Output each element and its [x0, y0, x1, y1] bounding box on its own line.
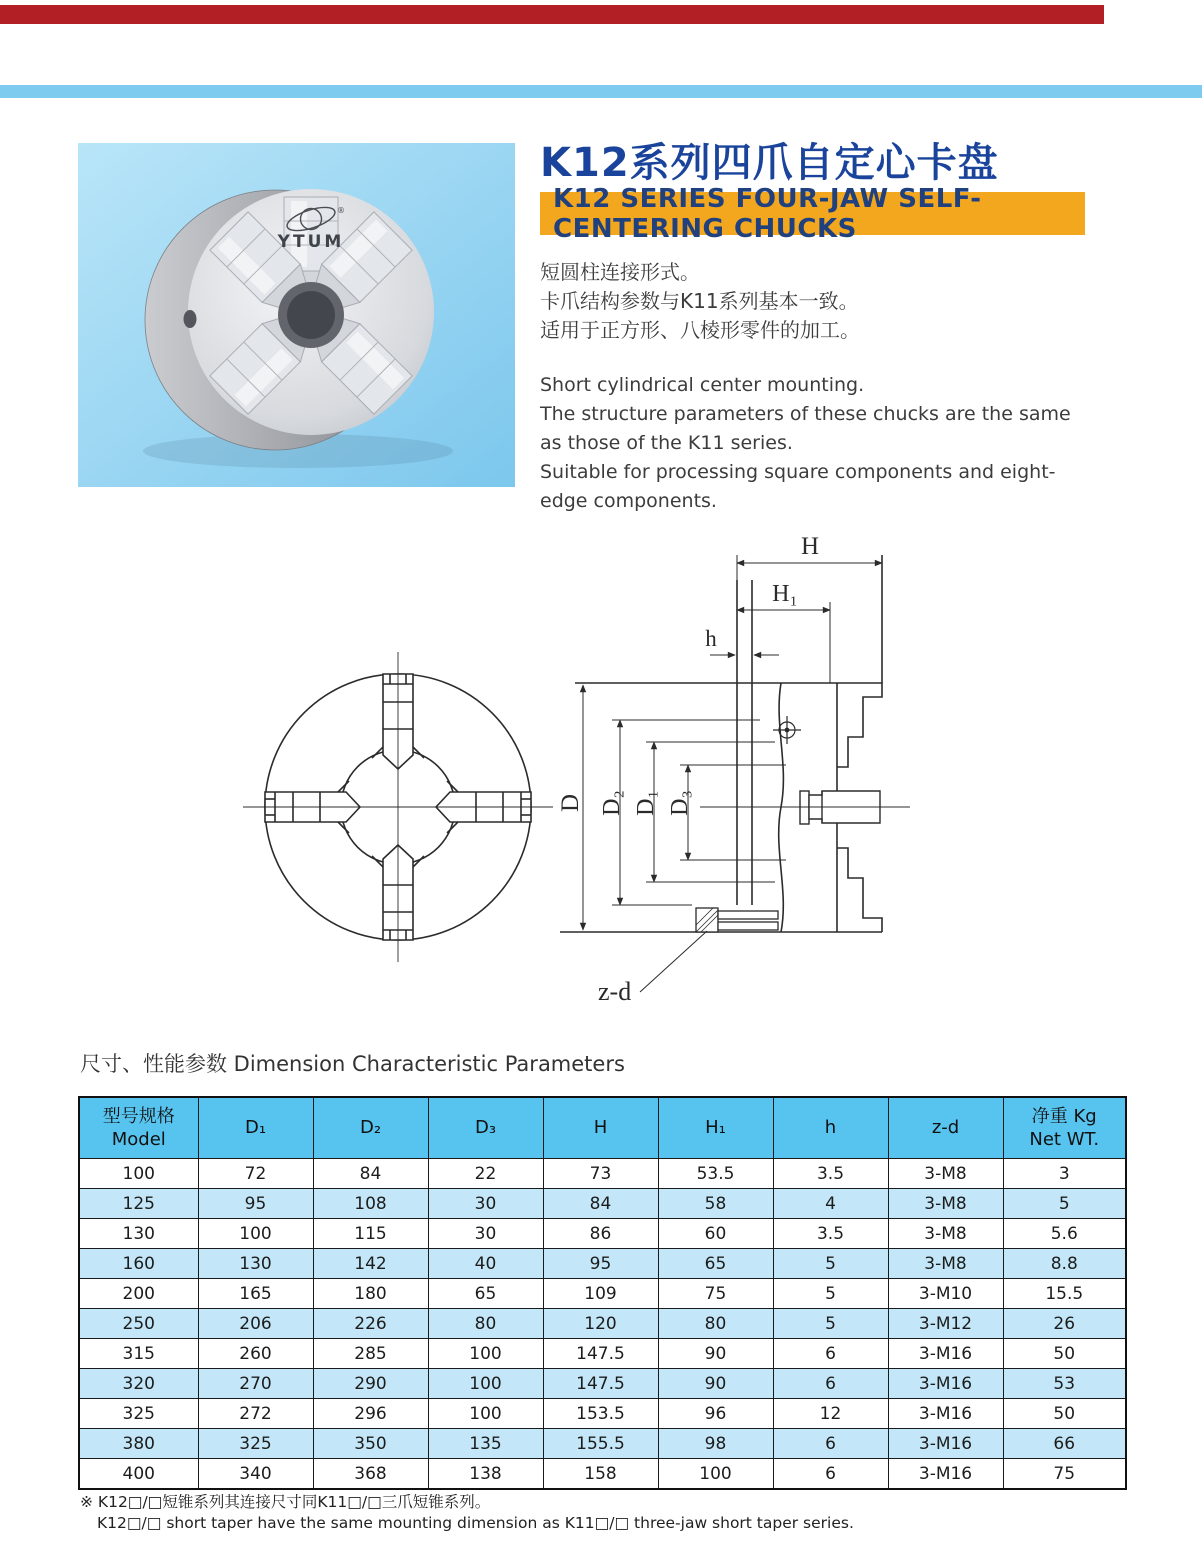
table-cell: 340 [198, 1459, 313, 1490]
table-cell: 380 [79, 1429, 198, 1459]
table-cell: 285 [313, 1339, 428, 1369]
desc-en-line: The structure parameters of these chucks are the same as those of the K11 series. [540, 403, 1071, 454]
table-cell: 3-M16 [888, 1339, 1003, 1369]
table-cell: 315 [79, 1339, 198, 1369]
table-cell: 75 [658, 1279, 773, 1309]
table-cell: 75 [1003, 1459, 1126, 1490]
table-cell: 3-M16 [888, 1429, 1003, 1459]
page-title: K12系列四爪自定心卡盘 [540, 140, 999, 186]
table-cell: 160 [79, 1249, 198, 1279]
table-cell: 100 [428, 1369, 543, 1399]
table-cell: 109 [543, 1279, 658, 1309]
subtitle-text: K12 SERIES FOUR-JAW SELF-CENTERING CHUCKS [553, 183, 982, 244]
table-cell: 135 [428, 1429, 543, 1459]
table-cell: 15.5 [1003, 1279, 1126, 1309]
dim-label-h: h [705, 626, 717, 651]
subtitle-banner [540, 183, 1085, 244]
table-cell: 96 [658, 1399, 773, 1429]
table-cell: 98 [658, 1429, 773, 1459]
top-red-bar [0, 5, 1104, 24]
table-cell: 142 [313, 1249, 428, 1279]
table-cell: 3-M8 [888, 1249, 1003, 1279]
column-header: 型号规格 Model [79, 1097, 198, 1159]
table-cell: 320 [79, 1369, 198, 1399]
table-cell: 65 [428, 1279, 543, 1309]
table-row [79, 1399, 1126, 1429]
product-photo [78, 143, 515, 487]
top-sky-bar [0, 85, 1202, 98]
table-cell: 26 [1003, 1309, 1126, 1339]
description-zh [540, 258, 1100, 345]
table-row [79, 1459, 1126, 1490]
column-header: D₃ [428, 1097, 543, 1159]
table-cell: 86 [543, 1219, 658, 1249]
table-cell: 147.5 [543, 1369, 658, 1399]
desc-en-line: Suitable for processing square components and eight-edge components. [540, 461, 1056, 512]
table-cell: 84 [543, 1189, 658, 1219]
column-header: h [773, 1097, 888, 1159]
column-header: H [543, 1097, 658, 1159]
table-cell: 3.5 [773, 1159, 888, 1189]
spec-table-wrap [78, 1096, 1125, 1490]
key-socket-hole [184, 310, 197, 328]
table-cell: 60 [658, 1219, 773, 1249]
table-cell: 95 [543, 1249, 658, 1279]
table-cell: 120 [543, 1309, 658, 1339]
table-row [79, 1309, 1126, 1339]
table-cell: 100 [428, 1339, 543, 1369]
table-row [79, 1159, 1126, 1189]
table-cell: 270 [198, 1369, 313, 1399]
table-cell: 260 [198, 1339, 313, 1369]
table-cell: 200 [79, 1279, 198, 1309]
table-row [79, 1339, 1126, 1369]
table-cell: 325 [79, 1399, 198, 1429]
table-row [79, 1279, 1126, 1309]
table-cell: 50 [1003, 1399, 1126, 1429]
table-cell: 22 [428, 1159, 543, 1189]
dim-label-D2: D₂ [599, 790, 625, 816]
column-header: H₁ [658, 1097, 773, 1159]
column-header: D₁ [198, 1097, 313, 1159]
table-cell: 30 [428, 1189, 543, 1219]
table-cell: 3-M8 [888, 1189, 1003, 1219]
table-cell: 100 [428, 1399, 543, 1429]
description-en [540, 371, 1098, 516]
table-cell: 155.5 [543, 1429, 658, 1459]
table-cell: 100 [198, 1219, 313, 1249]
dim-label-zd: z-d [598, 977, 632, 1006]
column-header: 净重 Kg Net WT. [1003, 1097, 1126, 1159]
registered-mark: ® [337, 206, 345, 215]
table-cell: 115 [313, 1219, 428, 1249]
centerlines [243, 652, 553, 962]
table-cell: 72 [198, 1159, 313, 1189]
table-cell: 8.8 [1003, 1249, 1126, 1279]
table-cell: 125 [79, 1189, 198, 1219]
table-cell: 5 [1003, 1189, 1126, 1219]
table-cell: 400 [79, 1459, 198, 1490]
table-cell: 6 [773, 1369, 888, 1399]
technical-drawing [230, 530, 1000, 1030]
column-header: z-d [888, 1097, 1003, 1159]
table-cell: 290 [313, 1369, 428, 1399]
table-title: 尺寸、性能参数 Dimension Characteristic Parameters [80, 1052, 625, 1076]
table-cell: 250 [79, 1309, 198, 1339]
key-socket [800, 791, 880, 824]
table-cell: 3-M16 [888, 1369, 1003, 1399]
table-row [79, 1429, 1126, 1459]
table-cell: 80 [658, 1309, 773, 1339]
table-cell: 73 [543, 1159, 658, 1189]
table-cell: 6 [773, 1429, 888, 1459]
table-cell: 4 [773, 1189, 888, 1219]
table-cell: 153.5 [543, 1399, 658, 1429]
table-cell: 100 [658, 1459, 773, 1490]
table-cell: 90 [658, 1369, 773, 1399]
column-header: D₂ [313, 1097, 428, 1159]
footnote-zh: ※ K12□/□短锥系列其连接尺寸同K11□/□三爪短锥系列。 [80, 1493, 491, 1511]
table-cell: 350 [313, 1429, 428, 1459]
spec-table [78, 1096, 1127, 1490]
table-cell: 3 [1003, 1159, 1126, 1189]
table-cell: 84 [313, 1159, 428, 1189]
table-cell: 58 [658, 1189, 773, 1219]
table-cell: 53.5 [658, 1159, 773, 1189]
table-cell: 65 [658, 1249, 773, 1279]
table-cell: 5.6 [1003, 1219, 1126, 1249]
table-cell: 165 [198, 1279, 313, 1309]
table-cell: 3-M16 [888, 1459, 1003, 1490]
table-cell: 90 [658, 1339, 773, 1369]
spec-table-body [79, 1159, 1126, 1490]
table-cell: 5 [773, 1249, 888, 1279]
section-view [560, 555, 910, 992]
dim-label-D1: D₁ [633, 790, 659, 816]
table-cell: 3-M12 [888, 1309, 1003, 1339]
table-row [79, 1219, 1126, 1249]
target-icon [773, 716, 801, 744]
footnote [80, 1492, 854, 1534]
table-cell: 3-M8 [888, 1219, 1003, 1249]
dim-label-H: H [800, 533, 820, 560]
brand-text: YTUM [277, 232, 345, 252]
spec-table-head [79, 1097, 1126, 1159]
front-view [243, 652, 553, 962]
table-cell: 40 [428, 1249, 543, 1279]
table-cell: 206 [198, 1309, 313, 1339]
table-cell: 30 [428, 1219, 543, 1249]
drawing-graphic [230, 530, 1000, 1030]
desc-zh-line: 短圆柱连接形式。 [540, 260, 700, 284]
desc-zh-line: 卡爪结构参数与K11系列基本一致。 [540, 289, 859, 313]
table-cell: 138 [428, 1459, 543, 1490]
table-cell: 3-M10 [888, 1279, 1003, 1309]
table-cell: 6 [773, 1459, 888, 1490]
desc-zh-line: 适用于正方形、八棱形零件的加工。 [540, 318, 860, 342]
table-cell: 53 [1003, 1369, 1126, 1399]
table-cell: 325 [198, 1429, 313, 1459]
table-cell: 100 [79, 1159, 198, 1189]
dim-label-D3: D₃ [667, 790, 693, 816]
table-cell: 108 [313, 1189, 428, 1219]
table-cell: 158 [543, 1459, 658, 1490]
table-cell: 50 [1003, 1339, 1126, 1369]
footnote-en: K12□/□ short taper have the same mounting dimension as K11□/□ three-jaw short taper series. [97, 1514, 854, 1532]
table-cell: 226 [313, 1309, 428, 1339]
table-cell: 272 [198, 1399, 313, 1429]
desc-en-line: Short cylindrical center mounting. [540, 374, 865, 396]
table-cell: 95 [198, 1189, 313, 1219]
table-row [79, 1249, 1126, 1279]
table-row [79, 1369, 1126, 1399]
dim-label-D: D [557, 793, 584, 813]
title-block [540, 140, 1100, 516]
table-cell: 66 [1003, 1429, 1126, 1459]
table-cell: 3-M8 [888, 1159, 1003, 1189]
table-cell: 5 [773, 1279, 888, 1309]
table-cell: 368 [313, 1459, 428, 1490]
table-cell: 6 [773, 1339, 888, 1369]
table-row [79, 1189, 1126, 1219]
table-cell: 3-M16 [888, 1399, 1003, 1429]
chuck-photo-graphic [78, 143, 515, 487]
table-cell: 12 [773, 1399, 888, 1429]
table-cell: 80 [428, 1309, 543, 1339]
table-cell: 3.5 [773, 1219, 888, 1249]
dim-label-H1: H₁ [772, 581, 798, 607]
table-cell: 180 [313, 1279, 428, 1309]
table-cell: 5 [773, 1309, 888, 1339]
table-cell: 296 [313, 1399, 428, 1429]
table-cell: 130 [198, 1249, 313, 1279]
table-cell: 130 [79, 1219, 198, 1249]
mount-bolt [696, 908, 778, 932]
table-cell: 147.5 [543, 1339, 658, 1369]
